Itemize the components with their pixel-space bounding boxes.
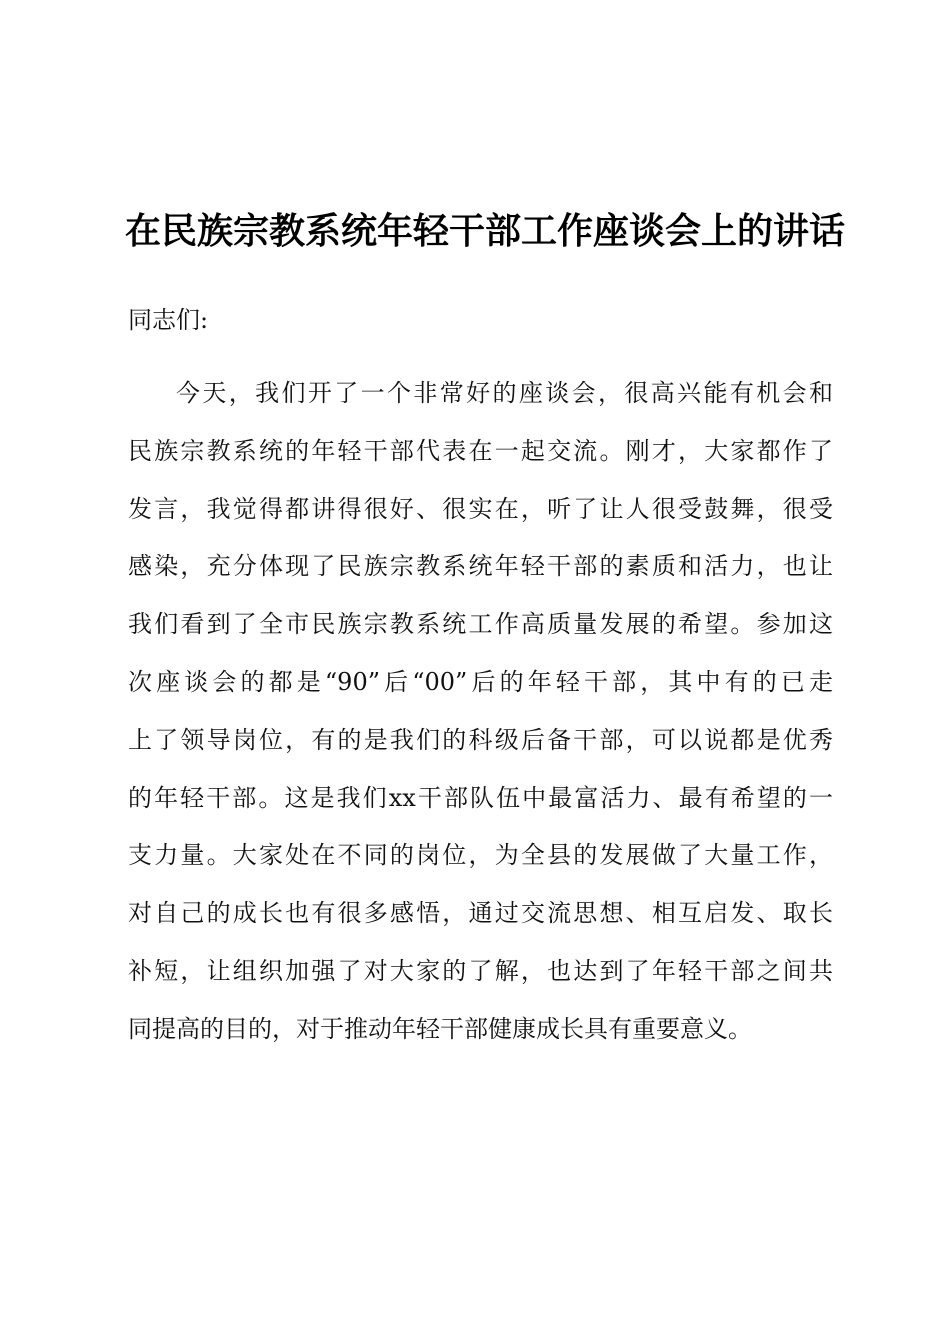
paragraph-line: 的年轻干部。这是我们xx干部队伍中最富活力、最有希望的一 xyxy=(128,783,833,812)
paragraph-line: 次座谈会的都是“90”后“00”后的年轻干部，其中有的已走 xyxy=(128,667,833,696)
paragraph-line: 对自己的成长也有很多感悟，通过交流思想、相互启发、取长 xyxy=(128,899,833,928)
paragraph-line: 同提高的目的，对于推动年轻干部健康成长具有重要意义。 xyxy=(128,1014,752,1043)
body-paragraph xyxy=(128,369,833,1063)
paragraph-line: 感染，充分体现了民族宗教系统年轻干部的素质和活力，也让 xyxy=(128,552,833,581)
paragraph-line: 今天，我们开了一个非常好的座谈会，很高兴能有机会和 xyxy=(176,379,833,407)
paragraph-line: 发言，我觉得都讲得很好、很实在，听了让人很受鼓舞，很受 xyxy=(128,494,833,523)
paragraph-line: 支力量。大家处在不同的岗位，为全县的发展做了大量工作， xyxy=(128,841,833,870)
paragraph-line: 民族宗教系统的年轻干部代表在一起交流。刚才，大家都作了 xyxy=(128,436,833,465)
paragraph-line: 我们看到了全市民族宗教系统工作高质量发展的希望。参加这 xyxy=(128,610,833,639)
paragraph-line: 补短，让组织加强了对大家的了解，也达到了年轻干部之间共 xyxy=(128,956,833,985)
paragraph-line: 上了领导岗位，有的是我们的科级后备干部，可以说都是优秀 xyxy=(128,725,833,754)
document-title: 在民族宗教系统年轻干部工作座谈会上的讲话 xyxy=(125,211,846,252)
salutation: 同志们: xyxy=(128,306,209,334)
